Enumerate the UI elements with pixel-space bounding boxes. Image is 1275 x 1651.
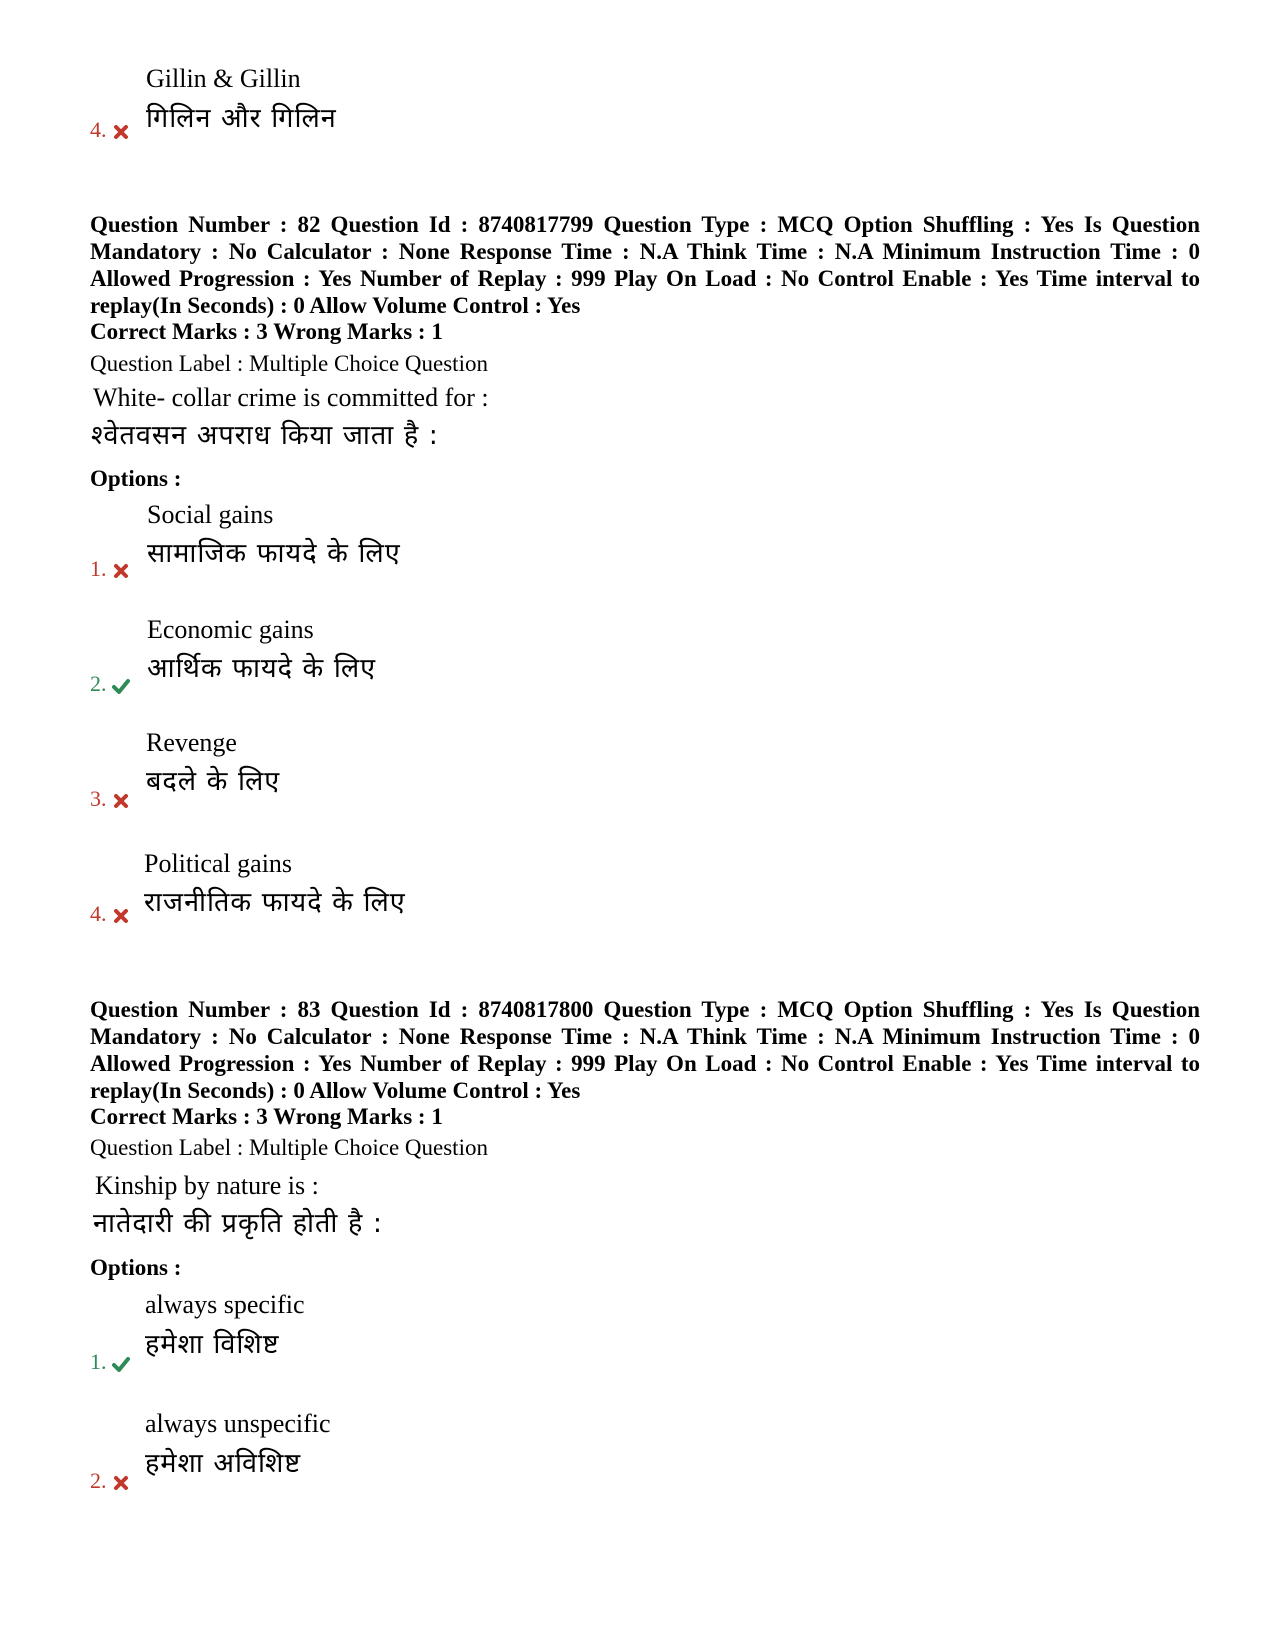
option-text-hi: हमेशा विशिष्ट xyxy=(145,1329,280,1360)
question-label: Question Label : Multiple Choice Question xyxy=(90,1135,488,1160)
cross-icon xyxy=(112,1474,130,1492)
question-meta: Question Number : 83 Question Id : 8740817800 Question Type : MCQ Option Shuffling : Yes Is Question Mandatory : No Calculator : None Response Time : N.A Think Time : N.A Minimum Instruction Time : 0 Allowed Progression : Yes Number of Replay : 999 Play On Load : No Control Enable : Yes Time interval to replay(In Seconds) : 0 Allow Volume Control : Yes xyxy=(90,997,1200,1103)
option-number: 3. xyxy=(90,786,130,812)
option-text-en: always unspecific xyxy=(145,1409,331,1438)
check-icon xyxy=(112,1355,130,1373)
option-text-en: Political gains xyxy=(144,849,293,878)
question-text-en: Kinship by nature is : xyxy=(95,1171,319,1200)
option-number: 1. xyxy=(90,1349,130,1375)
question-marks: Correct Marks : 3 Wrong Marks : 1 xyxy=(90,319,443,344)
option-number: 4. xyxy=(90,901,130,927)
option-text-hi: हमेशा अविशिष्ट xyxy=(145,1448,302,1479)
option-text-en: Revenge xyxy=(146,728,237,757)
question-text-en: White- collar crime is committed for : xyxy=(93,383,489,412)
option-text-en: Gillin & Gillin xyxy=(146,64,301,93)
option-text-hi: बदले के लिए xyxy=(146,766,281,797)
option-text-hi: राजनीतिक फायदे के लिए xyxy=(144,887,406,918)
question-meta: Question Number : 82 Question Id : 8740817799 Question Type : MCQ Option Shuffling : Yes Is Question Mandatory : No Calculator : None Response Time : N.A Think Time : N.A Minimum Instruction Time : 0 Allowed Progression : Yes Number of Replay : 999 Play On Load : No Control Enable : Yes Time interval to replay(In Seconds) : 0 Allow Volume Control : Yes xyxy=(90,212,1200,318)
option-number: 2. xyxy=(90,671,130,697)
options-heading: Options : xyxy=(90,1255,182,1280)
option-text-hi: आर्थिक फायदे के लिए xyxy=(147,653,377,684)
option-text-hi: सामाजिक फायदे के लिए xyxy=(147,538,401,569)
cross-icon xyxy=(112,123,130,141)
option-text-en: always specific xyxy=(145,1290,305,1319)
option-number: 2. xyxy=(90,1468,130,1494)
option-text-hi: गिलिन और गिलिन xyxy=(146,103,337,134)
question-label: Question Label : Multiple Choice Question xyxy=(90,351,488,376)
option-number: 1. xyxy=(90,556,130,582)
cross-icon xyxy=(112,792,130,810)
question-text-hi: श्वेतवसन अपराध किया जाता है : xyxy=(91,420,439,451)
question-text-hi: नातेदारी की प्रकृति होती है : xyxy=(93,1208,384,1239)
options-heading: Options : xyxy=(90,466,182,491)
cross-icon xyxy=(112,907,130,925)
question-marks: Correct Marks : 3 Wrong Marks : 1 xyxy=(90,1104,443,1129)
option-text-en: Economic gains xyxy=(147,615,314,644)
cross-icon xyxy=(112,562,130,580)
option-text-en: Social gains xyxy=(147,500,274,529)
option-number: 4. xyxy=(90,117,130,143)
check-icon xyxy=(112,677,130,695)
